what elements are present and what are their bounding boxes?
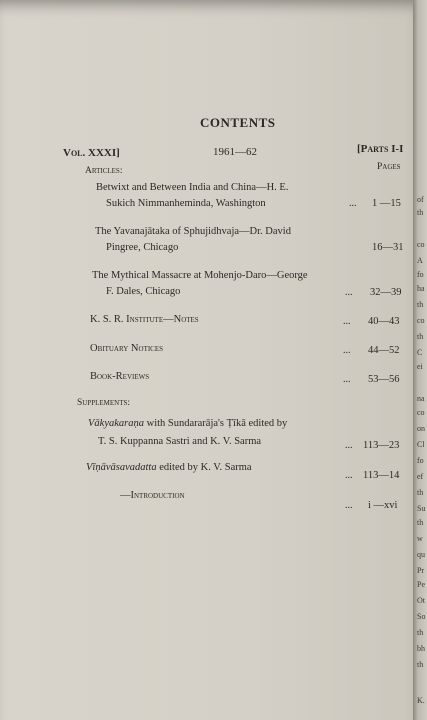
section-obituary-label: Obituary Notices	[90, 343, 164, 354]
article-1-line-1: Betwixt and Between India and China—H. E.	[96, 182, 289, 193]
article-3-line-2: F. Dales, Chicago	[106, 286, 181, 297]
fragment: Ot	[417, 596, 425, 605]
article-2-pages: 16—31	[372, 242, 404, 253]
article-1-pages: 1 —15	[372, 198, 401, 209]
supplement-1-line-1	[88, 418, 287, 429]
supplements-heading: Supplements:	[77, 398, 131, 408]
fragment: Pe	[417, 580, 425, 589]
fragment: na	[417, 394, 425, 403]
fragment: co	[417, 316, 425, 325]
fragment: ef	[417, 472, 424, 481]
fragment: ha	[417, 284, 425, 293]
fragment: C	[417, 348, 423, 357]
article-3-line-1: The Mythical Massacre at Mohenjo-Daro—George	[92, 270, 308, 281]
section-obituary-pages: 44—52	[368, 345, 400, 356]
fragment: th	[417, 300, 424, 309]
section-notes-pages: 40—43	[368, 316, 400, 327]
section-reviews-label: Book-Reviews	[90, 371, 150, 382]
fragment: qu	[417, 550, 425, 559]
supplement-2-title: Vīṇāvāsavadatta	[86, 462, 157, 473]
article-2-line-2: Pingree, Chicago	[106, 242, 179, 253]
pages-column-header: Pages	[377, 162, 401, 172]
section-reviews-dots: ...	[343, 374, 351, 385]
supplement-1-title: Vākyakaraṇa	[88, 418, 144, 429]
fragment: Pr	[417, 566, 425, 575]
adjacent-page-edge	[413, 0, 427, 720]
fragment: bh	[417, 644, 425, 653]
supplement-2-line-1	[86, 462, 252, 473]
fragment: of	[417, 195, 424, 204]
fragment: So	[417, 612, 426, 621]
article-3-dots: ...	[345, 287, 353, 298]
fragment: A	[417, 256, 423, 265]
introduction-pages: i —xvi	[368, 500, 398, 511]
article-1-dots: ...	[349, 198, 357, 209]
supplement-2-line-1-rest: edited by K. V. Sarma	[156, 462, 252, 473]
section-reviews-pages: 53—56	[368, 374, 400, 385]
year-label: 1961—62	[213, 146, 257, 158]
supplement-2-dots: ...	[345, 470, 353, 481]
section-notes-label: K. S. R. Institute—Notes	[90, 314, 199, 325]
fragment: w	[417, 534, 423, 543]
fragment: Cl	[417, 440, 425, 449]
parts-label: [Parts I-I	[357, 143, 404, 155]
fragment: K.	[417, 696, 425, 705]
volume-label: Vol. XXXI]	[63, 147, 120, 159]
fragment: co	[417, 240, 425, 249]
fragment: co	[417, 408, 425, 417]
supplement-1-dots: ...	[345, 440, 353, 451]
articles-heading: Articles:	[85, 166, 123, 176]
fragment: th	[417, 660, 424, 669]
introduction-label: —Introduction	[120, 490, 185, 501]
fragment: th	[417, 332, 424, 341]
supplement-1-pages: 113—23	[363, 440, 400, 451]
fragment: on	[417, 424, 425, 433]
article-2-line-1: The Yavanajātaka of Sphujidhvaja—Dr. David	[95, 226, 291, 237]
article-3-pages: 32—39	[370, 287, 402, 298]
fragment: th	[417, 518, 424, 527]
page-title: CONTENTS	[200, 115, 276, 130]
fragment: fo	[417, 456, 424, 465]
fragment: th	[417, 628, 424, 637]
supplement-1-line-1-rest: with Sundararāja's Ṭīkā edited by	[143, 418, 288, 429]
fragment: Su	[417, 504, 426, 513]
fragment: fo	[417, 270, 424, 279]
article-1-line-2: Sukich Nimmanheminda, Washington	[106, 198, 266, 209]
section-obituary-dots: ...	[343, 345, 351, 356]
fragment: ei	[417, 362, 423, 371]
supplement-1-line-2: T. S. Kuppanna Sastri and K. V. Sarma	[98, 436, 262, 447]
fragment: th	[417, 208, 424, 217]
fragment: th	[417, 488, 424, 497]
supplement-2-pages: 113—14	[363, 470, 400, 481]
introduction-dots: ...	[345, 500, 353, 511]
section-notes-dots: ...	[343, 316, 351, 327]
